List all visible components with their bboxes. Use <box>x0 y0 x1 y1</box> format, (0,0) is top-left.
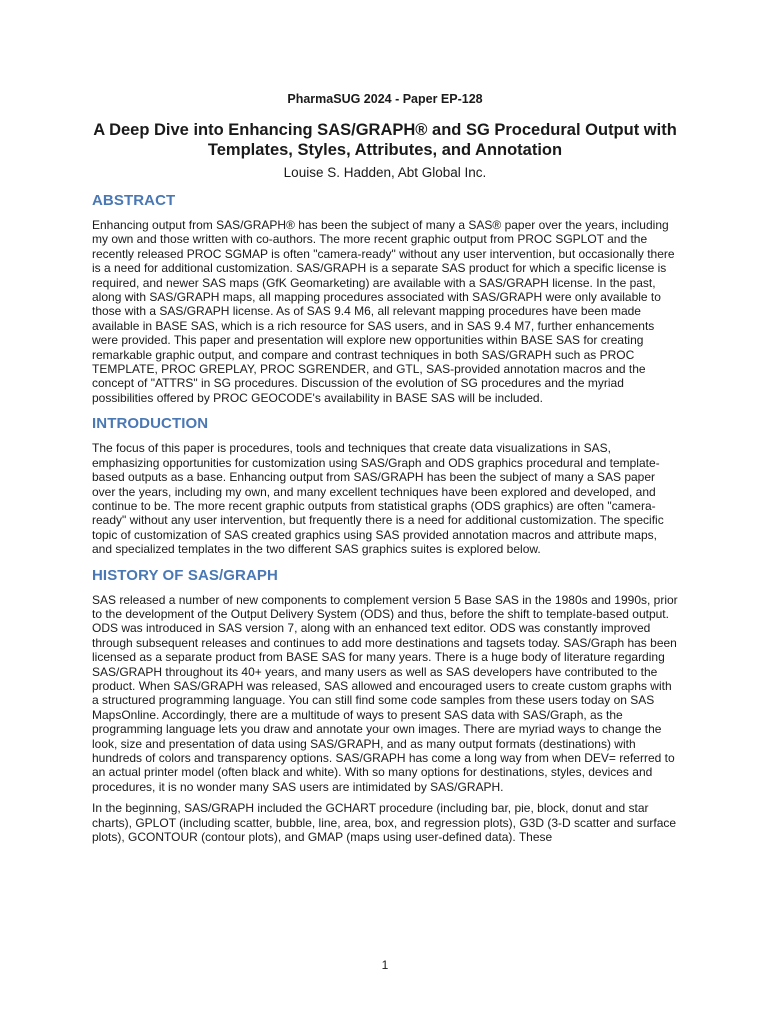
title-line-2: Templates, Styles, Attributes, and Annotation <box>207 141 563 159</box>
page-number: 1 <box>381 958 389 972</box>
section-abstract <box>92 192 678 405</box>
paragraph: The focus of this paper is procedures, tools and techniques that create data visualizations in SAS, emphasizing opportunities for customization using SAS/Graph and ODS graphics procedural and template-based outputs as a base. Enhancing output from SAS/GRAPH has been the subject of many a SAS paper over the years, including my own, and many excellent techniques have been explored and developed, and continue to be. The more recent graphic outputs from statistical graphs (ODS graphics) are often "camera-ready" without any user intervention, but frequently there is a need for additional customization. The specific topic of customization of SAS created graphics using SAS provided annotation macros and attribute maps, and specialized templates in the two different SAS graphics suites is explored below. <box>92 441 664 557</box>
paragraph: Enhancing output from SAS/GRAPH® has been the subject of many a SAS® paper over the years, including my own and those written with co-authors. The more recent graphic output from PROC SGPLOT and the recently released PROC SGMAP is often "camera-ready" without any user intervention, but occasionally there is a need for additional customization. SAS/GRAPH is a separate SAS product for which a specific license is required, and newer SAS maps (GfK Geomarketing) are available with a SAS/GRAPH license. In the past, along with SAS/GRAPH maps, all mapping procedures associated with SAS/GRAPH were only available to those with a SAS/GRAPH license. As of SAS 9.4 M6, all relevant mapping procedures have been made available in BASE SAS, which is a rich resource for SAS users, and in SAS 9.4 M7, further enhancements were provided. This paper and presentation will explore new opportunities within BASE SAS for creating remarkable graphic output, and compare and contrast techniques in both SAS/GRAPH such as PROC TEMPLATE, PROC GREPLAY, PROC SGRENDER, and GTL, SAS-provided annotation macros and the concept of "ATTRS" in SG procedures. Discussion of the evolution of SG procedures and the myriad possibilities offered by PROC GEOCODE's availability in BASE SAS will be included. <box>92 218 675 405</box>
author-line: Louise S. Hadden, Abt Global Inc. <box>283 165 487 180</box>
section-heading: ABSTRACT <box>92 192 176 209</box>
paragraph: In the beginning, SAS/GRAPH included the GCHART procedure (including bar, pie, block, donut and star charts), GPLOT (including scatter, bubble, line, area, box, and regression plots), G3D (3-D scatter and surface plots), GCONTOUR (contour plots), and GMAP (maps using user-defined data). These <box>92 801 677 845</box>
section-heading: INTRODUCTION <box>92 415 209 433</box>
section-heading: HISTORY OF SAS/GRAPH <box>92 566 278 584</box>
section-history <box>92 567 678 845</box>
title-line-1: A Deep Dive into Enhancing SAS/GRAPH® and SG Procedural Output with <box>93 121 677 139</box>
conference-header: PharmaSUG 2024 - Paper EP-128 <box>287 92 483 106</box>
section-introduction <box>92 415 678 556</box>
paper-title <box>92 120 678 160</box>
paragraph: SAS released a number of new components to complement version 5 Base SAS in the 1980s and 1990s, prior to the development of the Output Delivery System (ODS) and thus, before the shift to template-based output. ODS was introduced in SAS version 7, along with an enhanced text editor. ODS was constantly improved through subsequent releases and continues to add more destinations and tagsets today. SAS/Graph has been licensed as a separate product from BASE SAS for many years. There is a huge body of literature regarding SAS/GRAPH throughout its 40+ years, and many users as well as SAS developers have contributed to the product. When SAS/GRAPH was released, SAS allowed and encouraged users to create custom graphs with a structured programming language. You can still find some code samples from these users today on SAS MapsOnline. Accordingly, there are a multitude of ways to present SAS data with SAS/Graph, as the programming language lets you draw and annotate your own images. There are myriad ways to change the look, size and presentation of data using SAS/GRAPH, and as many output formats (destinations) with hundreds of colors and transparency options. SAS/GRAPH has come a long way from when DEV= referred to an actual printer model (often black and white). With so many options for destinations, styles, devices and procedures, it is no wonder many SAS users are intimidated by SAS/GRAPH. <box>92 592 678 794</box>
